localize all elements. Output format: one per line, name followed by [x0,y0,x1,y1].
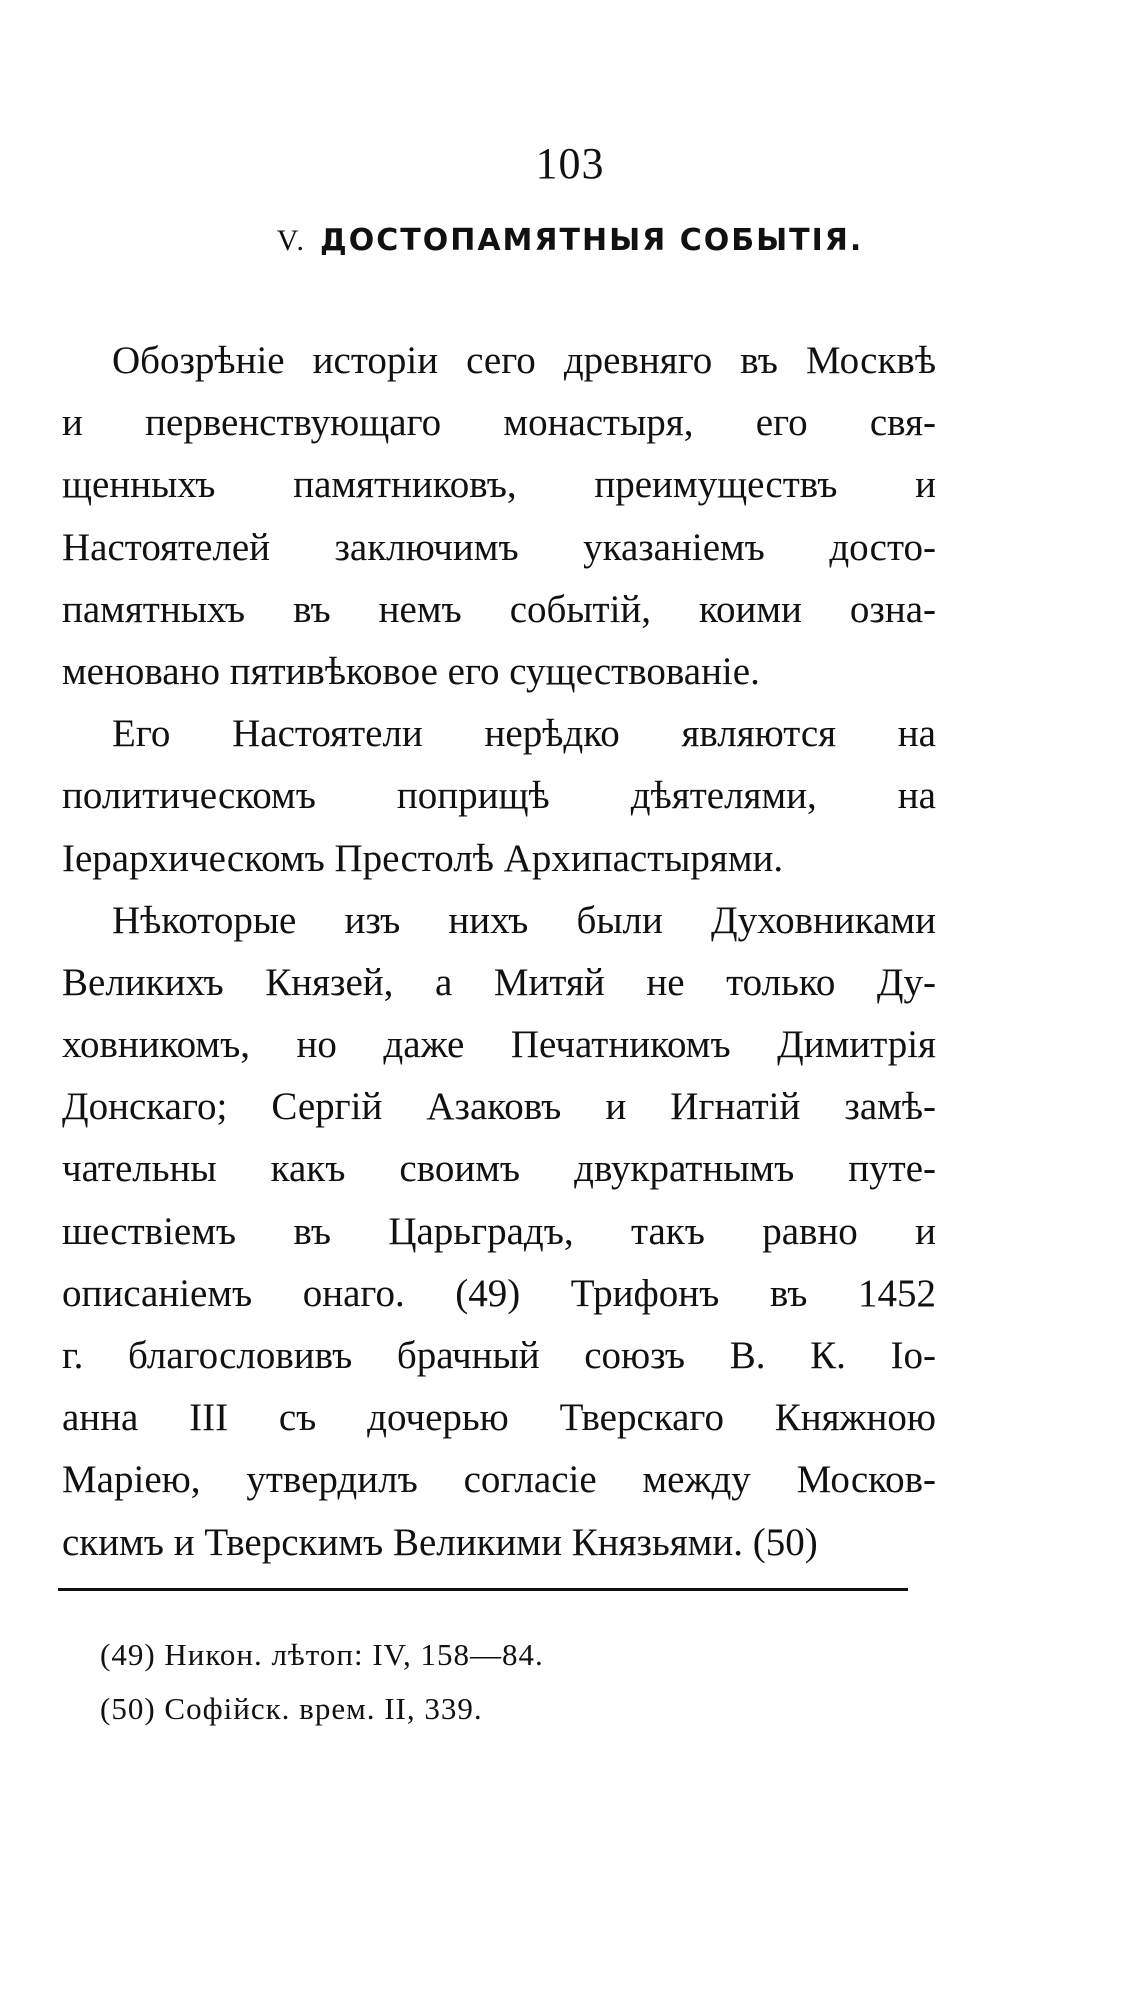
text-line: Настоятелей заключимъ указаніемъ досто- [62,525,936,569]
text-line: Маріею, утвердилъ согласіе между Москов- [62,1458,936,1502]
text-line: Обозрѣніе исторіи сего древняго въ Москвѣ [112,339,936,382]
text-line: Іерархическомъ Престолѣ Архипастырями. [62,836,784,880]
page-number: 103 [535,139,605,188]
text-line: чательны какъ своимъ двукратнымъ путе- [62,1147,936,1191]
text-line: ховникомъ, но даже Печатникомъ Димитрія [62,1023,936,1067]
section-numeral: V. [276,224,307,257]
text-line: меновано пятивѣковое его существованіе. [62,649,760,693]
section-heading [0,223,1140,258]
text-line: и первенствующаго монастыря, его свя- [62,401,936,445]
text-line: Донскаго; Сергій Азаковъ и Игнатій замѣ- [62,1085,936,1129]
text-line: анна III съ дочерью Тверскаго Княжною [62,1396,936,1440]
text-line: памятныхъ въ немъ событій, коими озна- [62,587,936,631]
footnote: (49) Никон. лѣтоп: IV, 158—84. [100,1637,544,1672]
text-line: Нѣкоторые изъ нихъ были Духовниками [112,898,936,942]
text-line: шествіемъ въ Царьградъ, такъ равно и [62,1209,936,1253]
section-title: ДОСТОПАМЯТНЫЯ СОБЫТІЯ. [320,223,864,258]
text-line: политическомъ поприщѣ дѣятелями, на [62,774,936,818]
text-line: скимъ и Тверскимъ Великими Князьями. (50) [62,1520,818,1564]
text-line: Великихъ Князей, а Митяй не только Ду- [62,960,936,1004]
text-line: описаніемъ онаго. (49) Трифонъ въ 1452 [62,1271,936,1315]
footnote: (50) Софійск. врем. II, 339. [100,1691,483,1726]
text-line: г. благословивъ брачный союзъ В. К. Іо- [62,1334,936,1377]
text-line: Его Настоятели нерѣдко являются на [112,712,936,756]
body-text [62,330,936,1574]
footnote-divider [58,1588,908,1591]
text-line: щенныхъ памятниковъ, преимуществъ и [62,463,936,507]
footnotes [100,1628,900,1736]
